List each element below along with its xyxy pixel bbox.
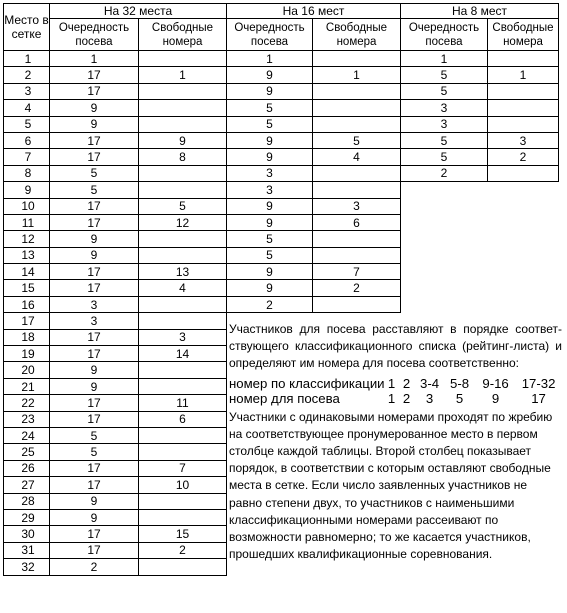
- seed-order-32-cell: 5: [50, 444, 139, 460]
- free-number-8-cell: [488, 100, 559, 116]
- seed-order-32-cell: 17: [50, 460, 139, 476]
- seed-order-32-cell: 17: [50, 411, 139, 427]
- seed-order-32-cell: 17: [50, 132, 139, 148]
- seed-order-16-cell: 5: [227, 116, 313, 132]
- seed-order-32-cell: 17: [50, 280, 139, 296]
- seed-order-32-cell: 17: [50, 198, 139, 214]
- seed-value: 17: [531, 390, 546, 406]
- free-number-8-cell: 2: [488, 149, 559, 165]
- seed-order-32-cell: 9: [50, 116, 139, 132]
- free-number-16-cell: 1: [313, 67, 401, 83]
- free-number-32-cell: 3: [139, 329, 227, 345]
- seed-order-16-cell: 9: [227, 132, 313, 148]
- header-free-numbers-32: Свободные номера: [139, 19, 227, 51]
- free-number-32-cell: 2: [139, 542, 227, 558]
- class-value: 17-32: [521, 375, 556, 391]
- free-number-32-cell: [139, 362, 227, 378]
- free-number-8-cell: 1: [488, 67, 559, 83]
- place-cell: 3: [4, 83, 50, 99]
- place-cell: 27: [4, 477, 50, 493]
- place-cell: 30: [4, 526, 50, 542]
- free-number-8-cell: 3: [488, 132, 559, 148]
- free-number-32-cell: [139, 182, 227, 198]
- seed-value: 1: [387, 390, 396, 406]
- place-cell: 12: [4, 231, 50, 247]
- place-cell: 24: [4, 427, 50, 443]
- free-number-32-cell: [139, 296, 227, 312]
- header-free-numbers-16: Свободные номера: [313, 19, 401, 51]
- free-number-8-cell: [488, 51, 559, 67]
- seed-order-32-cell: 5: [50, 427, 139, 443]
- seed-order-32-cell: 17: [50, 477, 139, 493]
- note-paragraph-intro: Участников для посева расставляют в порядке соответ-ствующего классификационного списка (рейтинг-листа) и определяют им номера для посева соответственно:: [229, 322, 562, 371]
- header-16-places: На 16 мест: [227, 4, 401, 19]
- table-row: [4, 165, 559, 181]
- free-number-32-cell: 4: [139, 280, 227, 296]
- class-value: 5-8: [450, 375, 470, 391]
- free-number-32-cell: [139, 100, 227, 116]
- place-cell: 5: [4, 116, 50, 132]
- free-number-16-cell: 7: [313, 264, 401, 280]
- place-cell: 25: [4, 444, 50, 460]
- free-number-16-cell: 3: [313, 198, 401, 214]
- place-cell: 32: [4, 559, 50, 575]
- seed-number-label: номер для посева: [229, 390, 340, 406]
- free-number-8-cell: [488, 83, 559, 99]
- free-number-32-cell: [139, 427, 227, 443]
- seed-order-16-cell: 2: [227, 296, 313, 312]
- free-number-16-cell: 6: [313, 214, 401, 230]
- table-row: [4, 51, 559, 67]
- header-seed-order-8: Очередность посева: [401, 19, 488, 51]
- free-number-32-cell: 6: [139, 411, 227, 427]
- seed-order-32-cell: 17: [50, 542, 139, 558]
- note-paragraph-draw: Участники с одинаковыми номерами проходят по жребию на соответствующее пронумерованное место в первом столбце каждой таблицы. Второй столбец показывает порядок, в соответствии с которым оставляют свободные места в сетке. Если число заявленных участников не равно степени двух, то участников с наименьшими классификационными номерами рассеивают по возможности равномерно; то же касается участников, прошедших квалификационные соревнования.: [229, 409, 553, 562]
- seed-order-16-cell: 5: [227, 100, 313, 116]
- seed-order-32-cell: 9: [50, 378, 139, 394]
- place-cell: 19: [4, 346, 50, 362]
- seed-order-32-cell: 5: [50, 165, 139, 181]
- table-row: [4, 67, 559, 83]
- seed-order-8-cell: 5: [401, 149, 488, 165]
- free-number-32-cell: [139, 231, 227, 247]
- seed-order-8-cell: 5: [401, 67, 488, 83]
- free-number-16-cell: [313, 231, 401, 247]
- seeding-note: [229, 321, 562, 563]
- seed-order-32-cell: 17: [50, 329, 139, 345]
- place-cell: 29: [4, 509, 50, 525]
- seed-order-32-cell: 2: [50, 559, 139, 575]
- free-number-32-cell: [139, 493, 227, 509]
- place-cell: 15: [4, 280, 50, 296]
- place-cell: 26: [4, 460, 50, 476]
- place-cell: 13: [4, 247, 50, 263]
- empty-area: [401, 182, 559, 313]
- place-cell: 14: [4, 264, 50, 280]
- free-number-16-cell: [313, 296, 401, 312]
- seed-order-32-cell: 1: [50, 51, 139, 67]
- free-number-16-cell: [313, 165, 401, 181]
- place-cell: 31: [4, 542, 50, 558]
- free-number-32-cell: 8: [139, 149, 227, 165]
- free-number-32-cell: 13: [139, 264, 227, 280]
- free-number-8-cell: [488, 165, 559, 181]
- free-number-32-cell: [139, 247, 227, 263]
- seed-value: 9: [491, 390, 500, 406]
- free-number-16-cell: [313, 247, 401, 263]
- seed-order-32-cell: 17: [50, 264, 139, 280]
- free-number-32-cell: [139, 559, 227, 575]
- free-number-32-cell: 10: [139, 477, 227, 493]
- table-row: [4, 182, 559, 198]
- seed-order-32-cell: 9: [50, 247, 139, 263]
- seed-order-8-cell: 3: [401, 100, 488, 116]
- seed-order-16-cell: 9: [227, 83, 313, 99]
- seed-order-8-cell: 2: [401, 165, 488, 181]
- seed-order-32-cell: 9: [50, 509, 139, 525]
- place-cell: 2: [4, 67, 50, 83]
- seed-order-32-cell: 3: [50, 296, 139, 312]
- seed-order-16-cell: 3: [227, 182, 313, 198]
- place-cell: 23: [4, 411, 50, 427]
- free-number-32-cell: [139, 116, 227, 132]
- free-number-16-cell: 2: [313, 280, 401, 296]
- free-number-32-cell: [139, 313, 227, 329]
- free-number-32-cell: 1: [139, 67, 227, 83]
- seed-order-16-cell: 9: [227, 280, 313, 296]
- header-8-places: На 8 мест: [401, 4, 559, 19]
- seed-order-32-cell: 17: [50, 346, 139, 362]
- free-number-16-cell: [313, 116, 401, 132]
- seed-order-8-cell: 5: [401, 83, 488, 99]
- place-cell: 20: [4, 362, 50, 378]
- table-row: [4, 149, 559, 165]
- place-cell: 17: [4, 313, 50, 329]
- free-number-8-cell: [488, 116, 559, 132]
- seed-value: 3: [425, 390, 434, 406]
- seed-order-16-cell: 9: [227, 149, 313, 165]
- seed-order-8-cell: 3: [401, 116, 488, 132]
- place-cell: 7: [4, 149, 50, 165]
- header-free-numbers-8: Свободные номера: [488, 19, 559, 51]
- place-cell: 16: [4, 296, 50, 312]
- class-value: 3-4: [420, 375, 440, 391]
- header-seed-order-16: Очередность посева: [227, 19, 313, 51]
- seed-order-8-cell: 5: [401, 132, 488, 148]
- seed-order-32-cell: 9: [50, 231, 139, 247]
- seed-order-32-cell: 17: [50, 395, 139, 411]
- header-32-places: На 32 места: [50, 4, 227, 19]
- place-cell: 28: [4, 493, 50, 509]
- free-number-32-cell: [139, 83, 227, 99]
- seed-order-32-cell: 9: [50, 100, 139, 116]
- free-number-32-cell: [139, 378, 227, 394]
- seed-value: 5: [455, 390, 464, 406]
- free-number-32-cell: [139, 509, 227, 525]
- free-number-32-cell: 7: [139, 460, 227, 476]
- seed-order-32-cell: 17: [50, 214, 139, 230]
- place-cell: 6: [4, 132, 50, 148]
- free-number-32-cell: 12: [139, 214, 227, 230]
- place-cell: 21: [4, 378, 50, 394]
- seed-order-16-cell: 9: [227, 198, 313, 214]
- free-number-32-cell: [139, 444, 227, 460]
- class-value: 1: [387, 375, 396, 391]
- seed-order-16-cell: 9: [227, 67, 313, 83]
- seed-order-16-cell: 5: [227, 231, 313, 247]
- place-cell: 8: [4, 165, 50, 181]
- header-seed-order-32: Очередность посева: [50, 19, 139, 51]
- free-number-16-cell: [313, 100, 401, 116]
- seed-order-16-cell: 9: [227, 214, 313, 230]
- seed-order-32-cell: 17: [50, 149, 139, 165]
- table-row: [4, 83, 559, 99]
- seed-value: 2: [402, 390, 411, 406]
- seed-order-32-cell: 9: [50, 362, 139, 378]
- free-number-32-cell: 15: [139, 526, 227, 542]
- free-number-16-cell: 5: [313, 132, 401, 148]
- place-cell: 10: [4, 198, 50, 214]
- free-number-16-cell: [313, 51, 401, 67]
- place-cell: 9: [4, 182, 50, 198]
- table-row: [4, 116, 559, 132]
- place-cell: 11: [4, 214, 50, 230]
- table-row: [4, 100, 559, 116]
- free-number-32-cell: 9: [139, 132, 227, 148]
- classification-table: [229, 376, 561, 406]
- place-cell: 1: [4, 51, 50, 67]
- seed-order-16-cell: 3: [227, 165, 313, 181]
- seed-order-16-cell: 9: [227, 264, 313, 280]
- free-number-16-cell: 4: [313, 149, 401, 165]
- seed-order-8-cell: 1: [401, 51, 488, 67]
- free-number-16-cell: [313, 83, 401, 99]
- header-place: Место в сетке: [4, 4, 50, 51]
- free-number-32-cell: [139, 165, 227, 181]
- free-number-32-cell: 14: [139, 346, 227, 362]
- seed-order-16-cell: 1: [227, 51, 313, 67]
- seed-order-16-cell: 5: [227, 247, 313, 263]
- free-number-32-cell: 5: [139, 198, 227, 214]
- free-number-32-cell: 11: [139, 395, 227, 411]
- seed-order-32-cell: 3: [50, 313, 139, 329]
- class-value: 2: [402, 375, 411, 391]
- class-number-label: номер по классификации: [229, 375, 385, 391]
- place-cell: 22: [4, 395, 50, 411]
- place-cell: 4: [4, 100, 50, 116]
- seed-order-32-cell: 17: [50, 83, 139, 99]
- free-number-16-cell: [313, 182, 401, 198]
- class-value: 9-16: [482, 375, 509, 391]
- free-number-32-cell: [139, 51, 227, 67]
- seed-order-32-cell: 17: [50, 526, 139, 542]
- seed-order-32-cell: 5: [50, 182, 139, 198]
- place-cell: 18: [4, 329, 50, 345]
- seed-order-32-cell: 9: [50, 493, 139, 509]
- table-row: [4, 132, 559, 148]
- seed-order-32-cell: 17: [50, 67, 139, 83]
